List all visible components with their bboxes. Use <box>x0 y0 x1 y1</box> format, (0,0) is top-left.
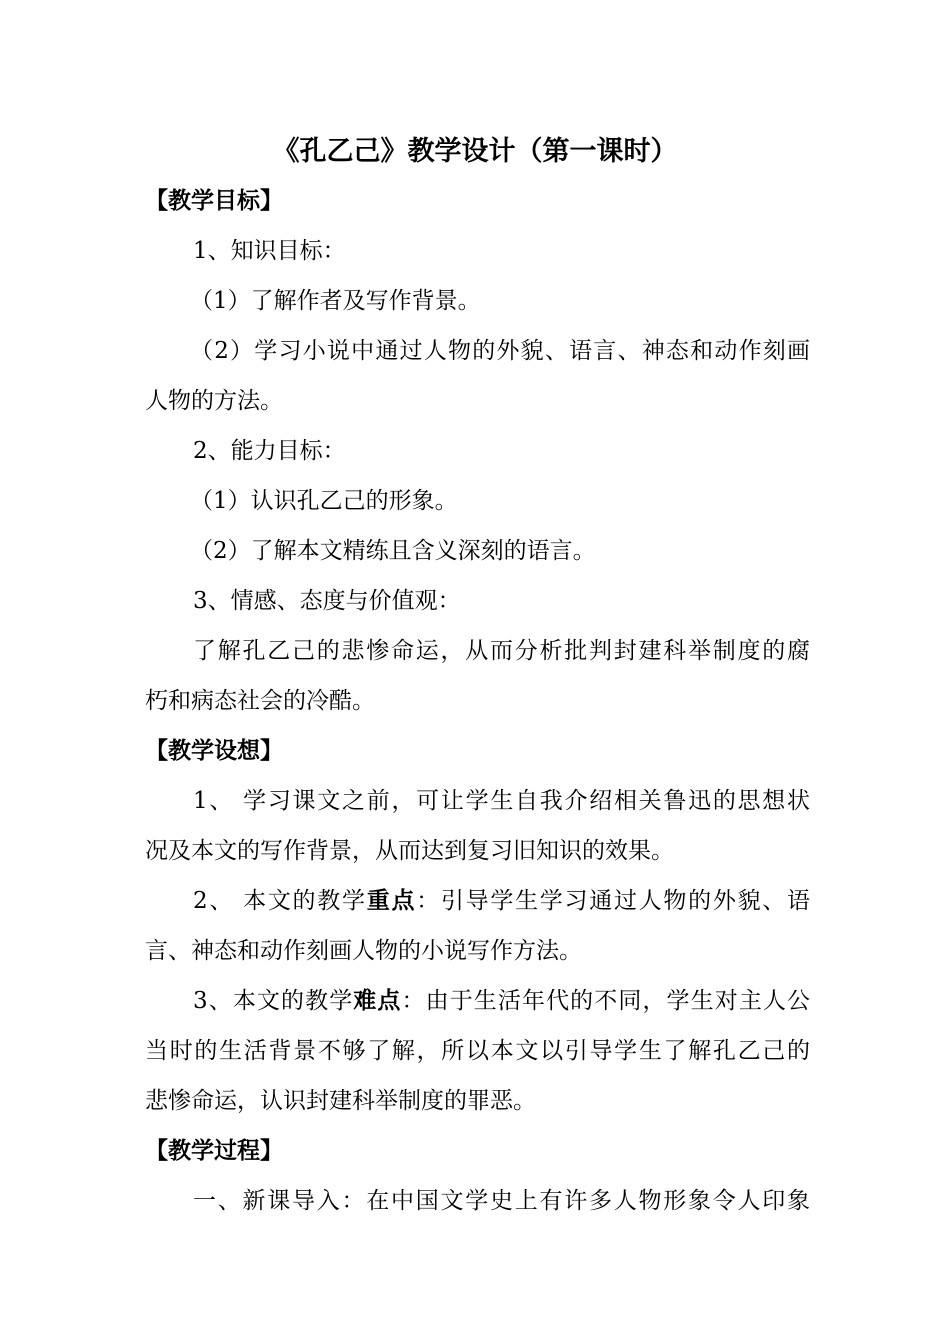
design-item-3-line-1 <box>193 984 810 1018</box>
ability-objective-2: （2）了解本文精练且含义深刻的语言。 <box>190 538 596 564</box>
emotion-objective-line-1: 了解孔乙己的悲惨命运，从而分析批判封建科举制度的腐 <box>193 638 810 664</box>
design-item-1-line-2: 况及本文的写作背景，从而达到复习旧知识的效果。 <box>145 838 674 864</box>
design-item-2-text: ：引导学生学习通过人物的外貌、语 <box>416 888 811 914</box>
document-title: 《孔乙己》教学设计（第一课时） <box>272 136 678 167</box>
design-item-3-keyword: 难点 <box>353 987 402 1014</box>
knowledge-objective-1: （1）了解作者及写作背景。 <box>190 288 481 314</box>
section-heading-process: 【教学过程】 <box>145 1137 283 1164</box>
design-item-2-keyword: 重点 <box>366 887 417 914</box>
ability-objective-1: （1）认识孔乙己的形象。 <box>190 488 458 514</box>
design-item-3-line-3: 悲惨命运，认识封建科举制度的罪恶。 <box>145 1088 536 1114</box>
design-item-3-text: ：由于生活年代的不同，学生对主人公 <box>401 988 811 1014</box>
process-intro-line-1: 一、新课导入：在中国文学史上有许多人物形象令人印象 <box>193 1188 810 1214</box>
section-heading-design: 【教学设想】 <box>145 737 283 764</box>
design-item-3-prefix: 3、本文的教学 <box>193 988 354 1014</box>
knowledge-objective-label: 1、知识目标： <box>193 238 346 264</box>
knowledge-objective-2-line-2: 人物的方法。 <box>145 388 283 414</box>
design-item-2-line-1 <box>193 884 810 918</box>
emotion-objective-label: 3、情感、态度与价值观： <box>193 588 461 614</box>
design-item-2-prefix: 2、 本文的教学 <box>193 888 367 914</box>
design-item-3-line-2: 当时的生活背景不够了解，所以本文以引导学生了解孔乙己的 <box>145 1038 810 1064</box>
design-item-1-line-1: 1、 学习课文之前，可让学生自我介绍相关鲁迅的思想状 <box>193 788 810 814</box>
knowledge-objective-2-line-1: （2）学习小说中通过人物的外貌、语言、神态和动作刻画 <box>190 338 810 364</box>
ability-objective-label: 2、能力目标： <box>193 438 346 464</box>
emotion-objective-line-2: 朽和病态社会的冷酷。 <box>145 688 375 714</box>
design-item-2-line-2: 言、神态和动作刻画人物的小说写作方法。 <box>145 938 582 964</box>
section-heading-objectives: 【教学目标】 <box>145 187 283 214</box>
